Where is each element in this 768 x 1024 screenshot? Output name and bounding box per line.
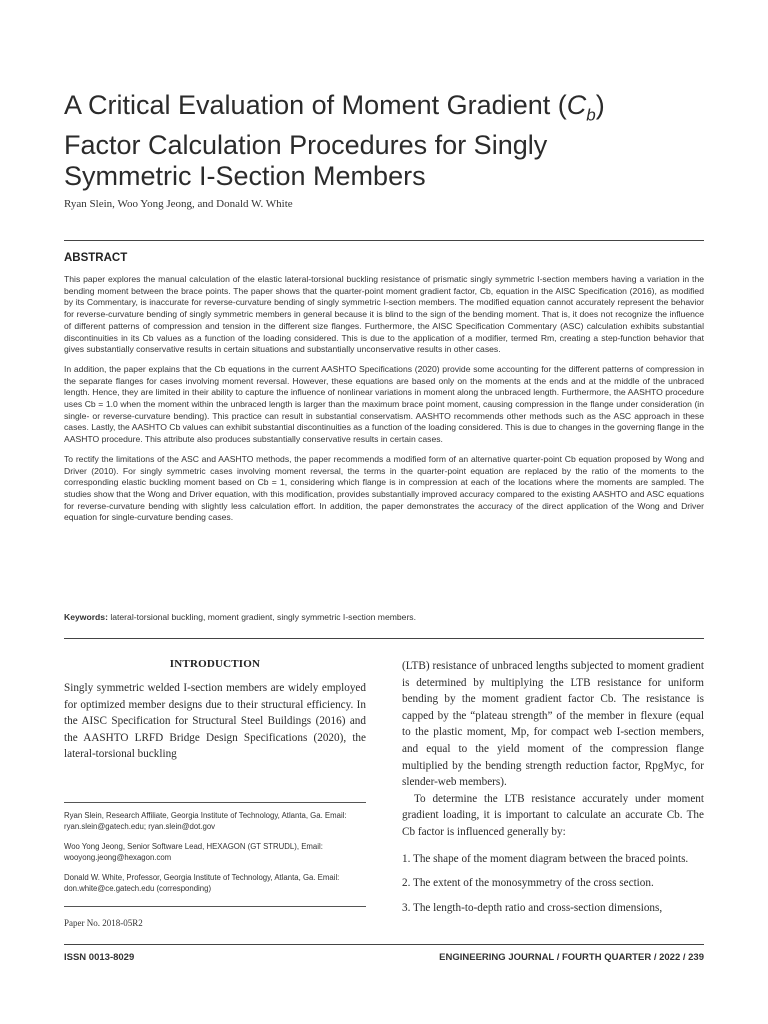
title-line-1-suffix: )	[595, 90, 605, 120]
footnote-item: Woo Yong Jeong, Senior Software Lead, HEXAGON (GT STRUDL), Email: wooyong.jeong@hexagon.com	[64, 841, 323, 863]
issn-label: ISSN 0013-8029	[64, 952, 135, 963]
title-subscript: b	[586, 105, 596, 125]
introduction-paragraph-3: To determine the LTB resistance accurately under moment gradient loading, it is important to calculate an accurate Cb. The Cb factor is influenced generally by:	[402, 792, 704, 838]
introduction-paragraph-1: Singly symmetric welded I-section members are widely employed for optimized member designs due to their structural efficiency. In the AISC Specification for Structural Steel Buildings (2016) and the AASHTO LRFD Bridge Design Specifications (2020), the lateral-torsional buckling	[64, 682, 366, 761]
abstract-paragraph-2: In addition, the paper explains that the Cb equations in the current AASHTO Specifications (2020) provide some accounting for the different patterns of compression in the separate flanges for cases involving moment reversal. However, these equations are based only on the moments at the ends and at the middle of the unbraced length. Hence, they are limited in their ability to capture the influence of nonlinear variations in moment along the unbraced length. Furthermore, the AASHTO procedure uses Cb = 1.0 when the moment within the unbraced length is larger than the maximum brace point moment, causing compression in the flange under consideration (in single- or reverse-curvature bending). This practice can result in substantial conservatism. AASHTO recommends other methods such as the ASC approach in these cases. Lastly, the AASHTO Cb values can exhibit substantial discontinuities as a function of the loading considered. This is due to changes in the governing flange in the AASHTO procedure. This attribute also produces substantially conservative results in certain cases.	[64, 363, 704, 445]
paper-title	[64, 90, 704, 192]
title-divider	[64, 240, 704, 241]
footer-divider	[64, 944, 704, 945]
title-line-3: Symmetric I-Section Members	[64, 161, 426, 192]
title-line-1-prefix: A Critical Evaluation of Moment Gradient (	[64, 90, 567, 120]
title-variable: C	[566, 90, 587, 120]
abstract-paragraph-3: To rectify the limitations of the ASC and AASHTO methods, the paper recommends a modified form of an alternative quarter-point Cb equation proposed by Wong and Driver (2010). For singly symmetric cases involving moment reversal, the terms in the quarter-point equation are replaced by the ratio of the moments to the corresponding elastic buckling moment based on Cb = 1, considering which flange is in compression at each of the locations where the moments are sampled. The studies show that the Wong and Driver equation, with this modification, provides substantially improved accuracy compared to the existing AASHTO and ASC equations for reverse-curvature bending with slightly less calculation effort. In addition, the paper demonstrates the accuracy of the direct application of the Wong and Driver equation for single-curvature bending cases.	[64, 453, 704, 523]
list-item: 3. The length-to-depth ratio and cross-section dimensions,	[402, 901, 663, 914]
footnote-item: Donald W. White, Professor, Georgia Institute of Technology, Atlanta, Ga. Email: don.white@ce.gatech.edu (corresponding)	[64, 872, 340, 894]
left-column	[64, 658, 366, 763]
author-list: Ryan Slein, Woo Yong Jeong, and Donald W. White	[64, 198, 293, 210]
abstract-paragraph-1: This paper explores the manual calculation of the elastic lateral-torsional buckling resistance of prismatic singly symmetric I-section members having a variation in the bending moment between the brace points. The paper shows that the quarter-point moment gradient factor, Cb, equation in the AISC Specification (2016), as modified by its Commentary, is inaccurate for reverse-curvature bending of singly symmetric I-section members. The modified equation cannot accurately represent the behavior for reverse-curvature bending of singly symmetric members in general because it is blind to the sign of the bending moment. That is, it does not recognize the influence of different patterns of compression and tension in the different size flanges. Furthermore, the AISC Specification Commentary (ASC) calculation exhibits substantial discontinuities in its Cb values as a function of the loading considered. This is due to the application of a modifier, termed Rm, creating a step-function behavior that gives substantially conservative results in certain situations and substantially unconservative results in other cases.	[64, 274, 704, 355]
keywords-text: lateral-torsional buckling, moment gradient, singly symmetric I-section members.	[110, 612, 416, 622]
right-column	[402, 658, 704, 924]
keywords-line	[64, 612, 704, 622]
abstract-body	[64, 274, 704, 532]
abstract-heading: ABSTRACT	[64, 252, 128, 264]
author-footnotes	[64, 810, 366, 902]
keywords-label: Keywords:	[64, 612, 108, 622]
title-line-2: Factor Calculation Procedures for Singly	[64, 130, 548, 161]
abstract-divider	[64, 638, 704, 639]
footnote-item: Ryan Slein, Research Affiliate, Georgia Institute of Technology, Atlanta, Ga. Email: ryan.slein@gatech.edu; ryan.slein@dot.gov	[64, 811, 347, 832]
title-line-1	[64, 90, 704, 130]
list-item: 1. The shape of the moment diagram between the braced points.	[402, 852, 689, 865]
paper-number: Paper No. 2018-05R2	[64, 918, 143, 928]
introduction-heading: INTRODUCTION	[169, 658, 261, 670]
footnote-divider	[64, 802, 366, 803]
journal-footer: ENGINEERING JOURNAL / FOURTH QUARTER / 2022 / 239	[439, 952, 704, 963]
cb-factor-list	[402, 851, 704, 917]
introduction-paragraph-2: (LTB) resistance of unbraced lengths subjected to moment gradient is determined by multiplying the LTB resistance for uniform bending by the moment gradient factor Cb. The resistance is capped by the “plateau strength” of the member in flexure (equal to the plastic moment, Mp, for compact web I-section members, and equal to the yield moment of the compression flange multiplied by the bending strength reduction factor, RpgMyc, for slender-web members).	[402, 660, 704, 789]
list-item: 2. The extent of the monosymmetry of the cross section.	[402, 877, 654, 890]
paper-number-divider	[64, 906, 366, 907]
